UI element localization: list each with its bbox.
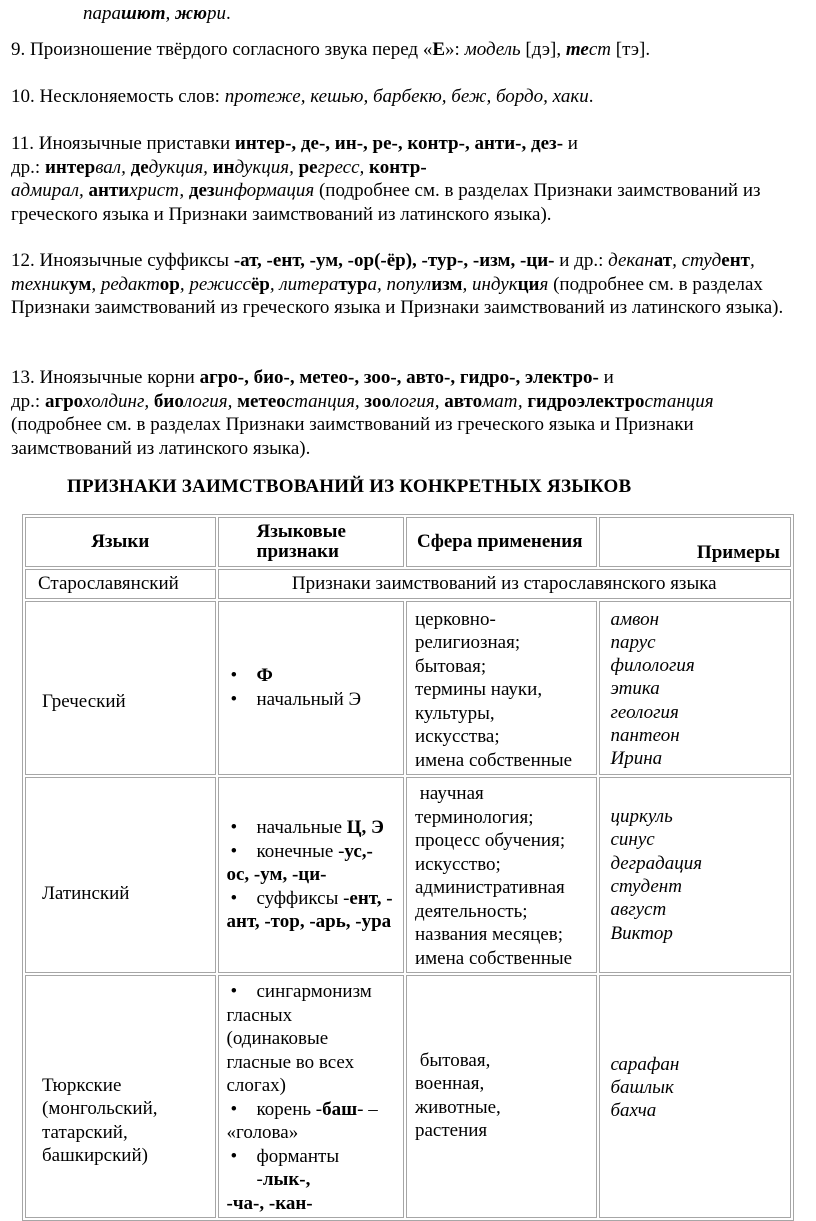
cell-examples-greek: амвон парус филология этика геология пантеон Ирина xyxy=(599,601,791,776)
item-13: 13. Иноязычные корни агро-, био-, метео-, зоо-, авто-, гидро-, электро- и др.: агрохолдинг, биология, метеостанция, зоология, автомат, гидроэлектростанция (подробнее см. в разделах Признаки заимствований из греческого языка и Признаки заимствований из латинского языка). xyxy=(11,367,714,459)
list-item: • конечные -ус,- xyxy=(227,840,395,864)
row-latin xyxy=(25,777,791,973)
cell-oldslavonic-note: Признаки заимствований из старославянского языка xyxy=(218,569,792,599)
cell-sphere-latin: научная терминология; процесс обучения; искусство; административная деятельность; названия месяцев; имена собственные xyxy=(406,777,598,973)
list-item: • сингармонизм xyxy=(227,980,395,1004)
header-features: Языковые признаки xyxy=(218,517,404,567)
header-examples: Примеры xyxy=(599,517,791,567)
list-item: гласных xyxy=(226,1004,293,1026)
list-item: гласные во всех xyxy=(226,1051,355,1073)
cell-examples-turkic: сарафан башлык бахча xyxy=(599,975,791,1218)
list-item: «голова» xyxy=(226,1122,299,1143)
header-languages: Языки xyxy=(25,517,216,567)
item-11: 11. Иноязычные приставки интер-, де-, ин-, ре-, контр-, анти-, дез- и др.: интервал, дедукция, индукция, регресс, контр- адмирал, антихрист, дезинформация (подробнее см. в разделах Признаки заимствований из греческого языка и Признаки заимствований из латинского языка). xyxy=(11,133,761,225)
cell-sphere-greek: церковно- религиозная; бытовая; термины науки, культуры, искусства; имена собственные xyxy=(406,601,598,776)
cell-examples-latin: циркуль синус деградация студент август Виктор xyxy=(599,777,791,973)
list-item: • форманты -лык-, xyxy=(227,1145,395,1192)
list-item: (одинаковые xyxy=(226,1028,329,1049)
cell-lang-oldslavonic: Старославянский xyxy=(25,569,216,599)
list-item: • суффиксы -ент, - xyxy=(227,887,395,911)
list-item: -ча-, -кан- xyxy=(226,1192,313,1214)
row-turkic xyxy=(25,975,791,1218)
cell-lang-greek: Греческий xyxy=(25,601,216,776)
item-9: 9. Произношение твёрдого согласного звука перед «Е»: модель [дэ], тест [тэ]. xyxy=(11,39,651,60)
list-item: • начальные Ц, Э xyxy=(227,816,395,840)
list-item: ос, -ум, -ци- xyxy=(226,864,327,886)
list-item: ант, -тор, -арь, -ура xyxy=(226,911,392,933)
list-item: • начальный Э xyxy=(227,688,395,712)
row-oldslavonic xyxy=(25,569,791,599)
row-greek xyxy=(25,601,791,776)
cell-sphere-turkic: бытовая, военная, животные, растения xyxy=(406,975,598,1218)
list-item: слогах) xyxy=(226,1075,286,1096)
list-item: • Ф xyxy=(227,664,395,688)
line-parachute: парашют, жюри. xyxy=(83,3,231,24)
cell-lang-turkic: Тюркские (монгольский, татарский, башкирский) xyxy=(25,975,216,1218)
list-item: • корень -баш- – xyxy=(227,1098,395,1122)
borrowings-table xyxy=(22,514,794,1221)
item-12: 12. Иноязычные суффиксы -ат, -ент, -ум, -ор(-ёр), -тур-, -изм, -ци- и др.: деканат, студент, техникум, редактор, режиссёр, литература, популизм, индукция (подробнее см. в разделах Признаки заимствований из греческого языка и Признаки заимствований из латинского языка). xyxy=(11,250,784,318)
cell-features-greek xyxy=(218,601,404,776)
cell-features-turkic xyxy=(218,975,404,1218)
section-heading: ПРИЗНАКИ ЗАИМСТВОВАНИЙ ИЗ КОНКРЕТНЫХ ЯЗЫКОВ xyxy=(67,476,632,497)
cell-lang-latin: Латинский xyxy=(25,777,216,973)
header-sphere: Сфера применения xyxy=(406,517,598,567)
table-header-row xyxy=(25,517,791,567)
cell-features-latin xyxy=(218,777,404,973)
item-10: 10. Несклоняемость слов: протеже, кешью, барбекю, беж, бордо, хаки. xyxy=(11,86,594,107)
